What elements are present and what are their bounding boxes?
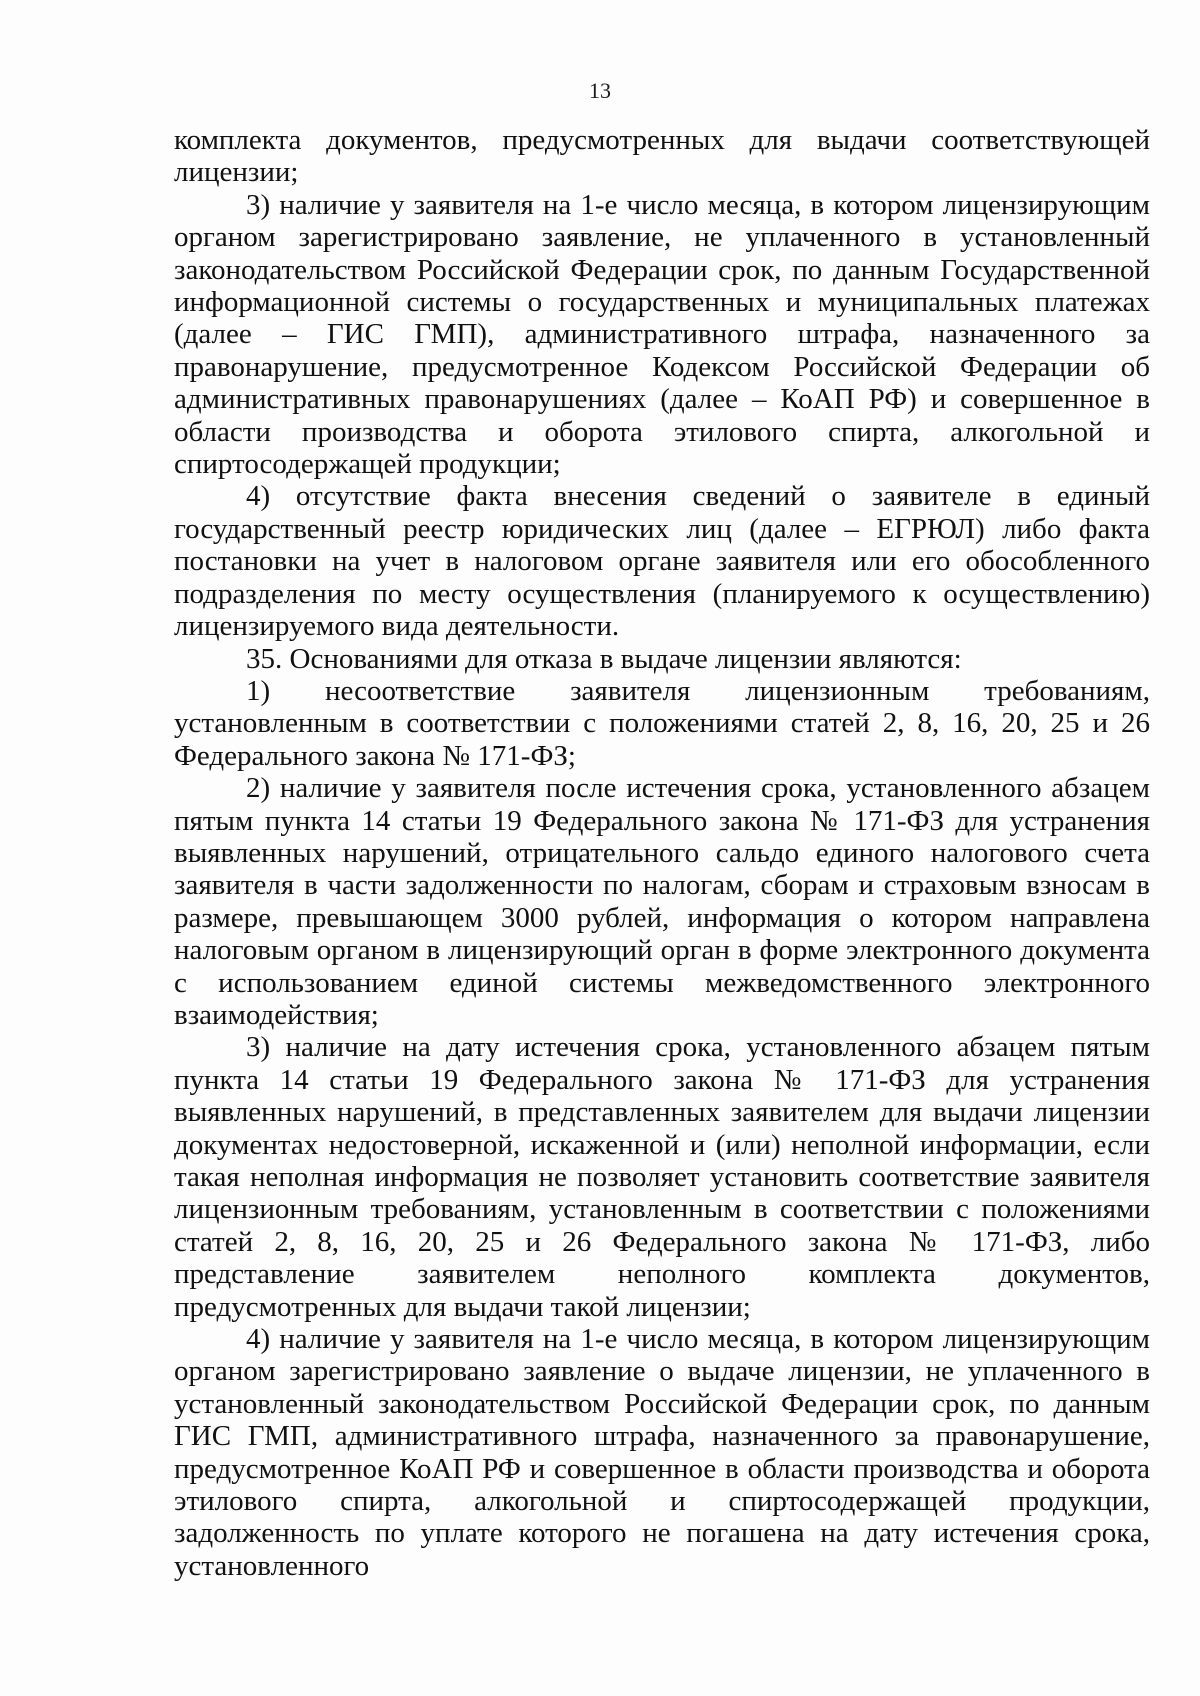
paragraph-item-4-grounds: 4) отсутствие факта внесения сведений о заявителе в единый государственный реестр юридических лиц (далее – ЕГРЮЛ) либо факта постановки на учет в налоговом органе заявителя или его обособленного подразделения по месту осуществления (планируемого к осуществлению) лицензируемого вида деятельности. <box>174 480 1150 643</box>
paragraph-continuation: комплекта документов, предусмотренных для выдачи соответствующей лицензии; <box>174 124 1150 189</box>
paragraph-clause-35: 35. Основаниями для отказа в выдаче лицензии являются: <box>246 642 962 675</box>
paragraph-refusal-item-1: 1) несоответствие заявителя лицензионным требованиям, установленным в соответствии с положениями статей 2, 8, 16, 20, 25 и 26 Федерального закона № 171-ФЗ; <box>174 674 1150 772</box>
paragraph-item-3-grounds: 3) наличие у заявителя на 1-е число месяца, в котором лицензирующим органом зарегистрировано заявление, не уплаченного в установленный законодательством Российской Федерации срок, по данным Государственной информационной системы о государственных и муниципальных платежах (далее – ГИС ГМП), административного штрафа, назначенного за правонарушение, предусмотренное Кодексом Российской Федерации об административных правонарушениях (далее – КоАП РФ) и совершенное в области производства и оборота этилового спирта, алкогольной и спиртосодержащей продукции; <box>174 188 1150 481</box>
paragraph-refusal-item-2: 2) наличие у заявителя после истечения срока, установленного абзацем пятым пункта 14 статьи 19 Федерального закона № 171-ФЗ для устранения выявленных нарушений, отрицательного сальдо единого налогового счета заявителя в части задолженности по налогам, сборам и страховым взносам в размере, превышающем 3000 рублей, информация о котором направлена налоговым органом в лицензирующий орган в форме электронного документа с использованием единой системы межведомственного электронного взаимодействия; <box>174 772 1150 1031</box>
document-body <box>174 124 1150 1582</box>
paragraph-refusal-item-4: 4) наличие у заявителя на 1-е число месяца, в котором лицензирующим органом зарегистрировано заявление о выдаче лицензии, не уплаченного в установленный законодательством Российской Федерации срок, по данным ГИС ГМП, административного штрафа, назначенного за правонарушение, предусмотренное КоАП РФ и совершенное в области производства и оборота этилового спирта, алкогольной и спиртосодержащей продукции, задолженность по уплате которого не погашена на дату истечения срока, установленного <box>174 1323 1150 1582</box>
page-number: 13 <box>589 78 611 103</box>
paragraph-refusal-item-3: 3) наличие на дату истечения срока, установленного абзацем пятым пункта 14 статьи 19 Федерального закона № 171-ФЗ для устранения выявленных нарушений, в представленных заявителем для выдачи лицензии документах недостоверной, искаженной и (или) неполной информации, если такая неполная информация не позволяет установить соответствие заявителя лицензионным требованиям, установленным в соответствии с положениями статей 2, 8, 16, 20, 25 и 26 Федерального закона № 171-ФЗ, либо представление заявителем неполного комплекта документов, предусмотренных для выдачи такой лицензии; <box>174 1031 1150 1323</box>
